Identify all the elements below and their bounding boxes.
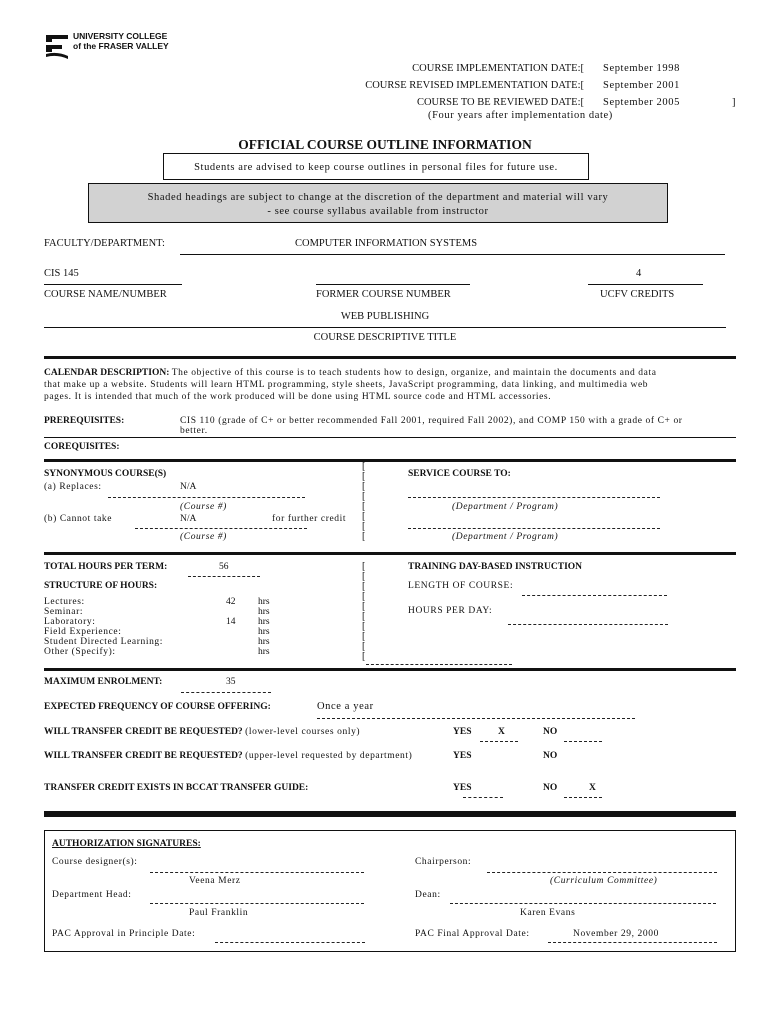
cannot-take-value: N/A [180,514,197,524]
hours-row-label: Student Directed Learning: [44,637,164,647]
hours-row-label: Lectures: [44,597,85,607]
review-date-label: COURSE TO BE REVIEWED DATE:[ [416,97,584,108]
revised-date-value: September 2001 [603,80,680,91]
transfer-lower-yes-line [480,741,518,742]
transfer-lower-label: WILL TRANSFER CREDIT BE REQUESTED? [44,727,243,737]
revised-date-label: COURSE REVISED IMPLEMENTATION DATE:[ [365,80,584,91]
section-divider-2 [44,459,736,462]
institution-name-line1: UNIVERSITY COLLEGE [73,31,168,41]
designer-name: Veena Merz [189,876,241,886]
pac-principle-label: PAC Approval in Principle Date: [52,929,196,939]
course-title-value: WEB PUBLISHING [340,311,430,322]
max-enrolment-label: MAXIMUM ENROLMENT: [44,677,163,687]
transfer-lower-no: NO [543,727,558,737]
pac-final-label: PAC Final Approval Date: [415,929,530,939]
transfer-lower-row [44,727,360,737]
former-number-underline [316,284,470,285]
chair-subtitle: (Curriculum Committee) [550,876,658,886]
notice-text: Students are advised to keep course outlines in personal files for future use. [194,162,558,173]
section-divider [44,356,736,359]
cannot-take-label: (b) Cannot take [44,514,113,524]
max-enrolment-underline [181,692,271,693]
bccat-no-line [564,797,602,798]
frequency-underline [317,718,635,719]
course-length-label: LENGTH OF COURSE: [408,581,514,591]
hours-row-label: Field Experience: [44,627,122,637]
faculty-label: FACULTY/DEPARTMENT: [44,238,165,249]
total-hours-underline [188,576,260,577]
bccat-no: NO [543,783,558,793]
transfer-lower-no-line [564,741,602,742]
page-title: OFFICIAL COURSE OUTLINE INFORMATION [238,137,532,152]
implementation-date-value: September 1998 [603,63,680,74]
former-number-label: FORMER COURSE NUMBER [316,289,451,300]
calendar-description [44,368,657,378]
bccat-yes: YES [453,783,472,793]
section-divider-5 [44,811,736,817]
department-head-label: Department Head: [52,890,132,900]
replaces-underline [108,497,305,498]
hours-row-value: 14 [226,617,236,627]
replaces-label: (a) Replaces: [44,482,102,492]
prerequisites-label: PREREQUISITES: [44,416,125,426]
bracket-column-2: [ [ [ [ [ [ [ [ [ [ [362,561,366,662]
shaded-notice-box [88,183,668,223]
department-head-signature-line [150,903,364,904]
credits-value: 4 [636,268,642,279]
bccat-no-mark: X [589,783,596,793]
calendar-description-line2: that make up a website. Students will learn HTML programming, style sheets, JavaScript programming, data linking, and multimedia web [44,380,649,390]
hours-per-day-underline [508,624,668,625]
calendar-description-line1: The objective of this course is to teach students how to design, organize, and maintain the documents and data [171,368,657,378]
prerequisites-line1: CIS 110 (grade of C+ or better recommended Fall 2001, required Fall 2002), and COMP 150 with a grade of C+ or [180,416,683,426]
transfer-upper-yes: YES [453,751,472,761]
pac-principle-line [215,942,365,943]
calendar-description-label: CALENDAR DESCRIPTION: [44,368,170,378]
hours-row-label: Seminar: [44,607,84,617]
transfer-upper-row [44,751,412,761]
department-hint-1: (Department / Program) [452,502,559,512]
total-hours-value: 56 [219,562,229,572]
hours-row-unit: hrs [258,607,270,617]
dean-label: Dean: [415,890,441,900]
corequisites-label: COREQUISITES: [44,442,120,452]
hours-row-unit: hrs [258,647,270,657]
credits-underline [588,284,703,285]
course-number-hint-2: (Course #) [180,532,227,542]
transfer-upper-no: NO [543,751,558,761]
review-date-bracket: ] [732,97,736,108]
course-number-hint-1: (Course #) [180,502,227,512]
course-name-underline [44,284,182,285]
training-box-bottom [366,664,512,665]
transfer-upper-note: (upper-level requested by department) [245,751,413,761]
credits-label: UCFV CREDITS [600,289,675,300]
chair-label: Chairperson: [415,857,472,867]
max-enrolment-value: 35 [226,677,236,687]
ucfv-logo-icon [44,33,70,59]
course-title-underline [44,327,726,328]
shaded-notice-line2: - see course syllabus available from instructor [267,206,489,217]
bccat-label: TRANSFER CREDIT EXISTS IN BCCAT TRANSFER GUIDE: [44,783,309,793]
synonymous-label: SYNONYMOUS COURSE(S) [44,469,167,479]
training-label: TRAINING DAY-BASED INSTRUCTION [408,562,583,572]
course-length-underline [522,595,667,596]
hours-row-unit: hrs [258,637,270,647]
institution-name-line2: of the FRASER VALLEY [73,41,169,51]
dean-signature-line [450,903,716,904]
course-name-label: COURSE NAME/NUMBER [44,289,167,300]
hours-row-unit: hrs [258,597,270,607]
transfer-lower-yes-mark: X [498,727,505,737]
review-date-value: September 2005 [603,97,680,108]
faculty-value: COMPUTER INFORMATION SYSTEMS [295,238,478,249]
structure-label: STRUCTURE OF HOURS: [44,581,158,591]
total-hours-label: TOTAL HOURS PER TERM: [44,562,168,572]
designer-signature-line [150,872,364,873]
shaded-notice-line1: Shaded headings are subject to change at the discretion of the department and material will vary [147,192,609,203]
prerequisites-line2: better. [180,426,208,436]
pac-final-value: November 29, 2000 [573,929,659,939]
pac-final-line [548,942,717,943]
designer-label: Course designer(s): [52,857,138,867]
department-hint-2: (Department / Program) [452,532,559,542]
hours-row-label: Other (Specify): [44,647,116,657]
transfer-upper-label: WILL TRANSFER CREDIT BE REQUESTED? [44,751,243,761]
faculty-underline [180,254,725,255]
transfer-lower-note: (lower-level courses only) [245,727,361,737]
service-underline-2 [408,528,660,529]
course-title-label: COURSE DESCRIPTIVE TITLE [313,332,457,343]
hours-per-day-label: HOURS PER DAY: [408,606,493,616]
bccat-yes-line [463,797,503,798]
implementation-date-label: COURSE IMPLEMENTATION DATE:[ [412,63,584,74]
department-head-name: Paul Franklin [189,908,249,918]
replaces-value: N/A [180,482,197,492]
prerequisites-underline [44,437,736,438]
hours-row-unit: hrs [258,617,270,627]
review-date-note: (Four years after implementation date) [428,110,613,121]
transfer-lower-yes: YES [453,727,472,737]
service-course-label: SERVICE COURSE TO: [408,469,511,479]
course-name-value: CIS 145 [44,268,79,279]
calendar-description-line3: pages. It is intended that much of the work produced will be done using HTML source code and HTML accessories. [44,392,552,402]
frequency-value: Once a year [317,701,374,712]
hours-row-unit: hrs [258,627,270,637]
bracket-column-1: [ [ [ [ [ [ [ [ [362,461,366,542]
cannot-take-underline [135,528,307,529]
authorization-heading: AUTHORIZATION SIGNATURES: [52,839,201,849]
section-divider-3 [44,552,736,555]
further-credit-label: for further credit [272,514,347,524]
section-divider-4 [44,668,736,671]
dean-name: Karen Evans [520,908,576,918]
frequency-label: EXPECTED FREQUENCY OF COURSE OFFERING: [44,702,271,712]
hours-row-value: 42 [226,597,236,607]
institution-logo [44,33,70,64]
hours-row-label: Laboratory: [44,617,96,627]
chair-signature-line [487,872,717,873]
service-underline-1 [408,497,660,498]
